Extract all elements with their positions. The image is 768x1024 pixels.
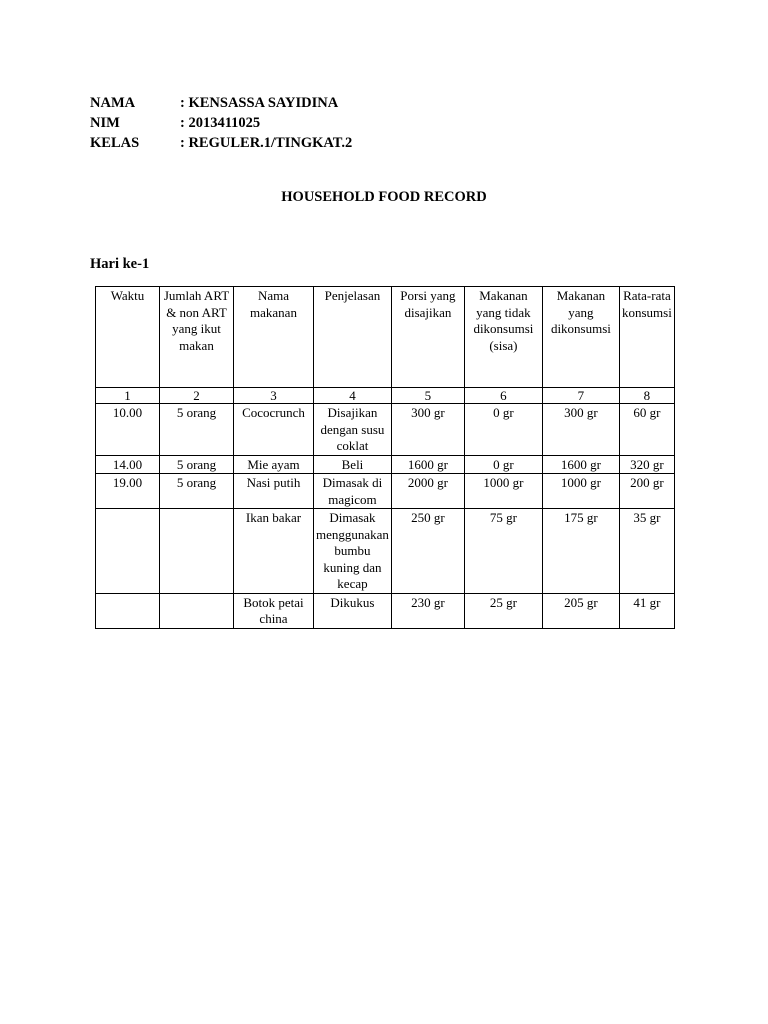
table-cell: 35 gr	[619, 509, 674, 594]
column-header: Jumlah ART & non ART yang ikut makan	[160, 287, 234, 388]
table-row	[96, 593, 675, 628]
table-cell	[96, 593, 160, 628]
table-cell: Dikukus	[314, 593, 392, 628]
table-cell: 19.00	[96, 474, 160, 509]
table-cell: 1600 gr	[391, 455, 464, 474]
column-header: Porsi yang disajikan	[391, 287, 464, 388]
table-cell: 5 orang	[160, 455, 234, 474]
table-cell: 41 gr	[619, 593, 674, 628]
food-record-table	[95, 286, 675, 629]
info-label: KELAS	[90, 135, 140, 151]
table-cell: 300 gr	[391, 404, 464, 456]
table-cell: 5 orang	[160, 404, 234, 456]
table-cell	[96, 509, 160, 594]
table-row	[96, 455, 675, 474]
table-cell	[160, 593, 234, 628]
column-number: 6	[464, 388, 542, 404]
column-number: 4	[314, 388, 392, 404]
column-number-row	[96, 388, 675, 404]
table-cell	[160, 509, 234, 594]
table-cell: 5 orang	[160, 474, 234, 509]
table-row	[96, 404, 675, 456]
table-cell: Cococrunch	[234, 404, 314, 456]
column-number: 7	[542, 388, 619, 404]
column-number: 1	[96, 388, 160, 404]
info-value: : KENSASSA SAYIDINA	[180, 95, 339, 111]
column-header: Penjelasan	[314, 287, 392, 388]
info-row-nama	[90, 93, 352, 113]
table-cell: Dimasak di magicom	[314, 474, 392, 509]
column-number: 5	[391, 388, 464, 404]
table-row	[96, 509, 675, 594]
info-row-nim	[90, 113, 352, 133]
info-value: : 2013411025	[180, 115, 261, 131]
column-number: 2	[160, 388, 234, 404]
table-cell: Dimasak menggunakan bumbu kuning dan kecap	[314, 509, 392, 594]
table-cell: 230 gr	[391, 593, 464, 628]
table-cell: 320 gr	[619, 455, 674, 474]
column-header: Rata-rata konsumsi	[619, 287, 674, 388]
info-value: : REGULER.1/TINGKAT.2	[180, 135, 353, 151]
table-cell: 2000 gr	[391, 474, 464, 509]
column-number: 3	[234, 388, 314, 404]
student-info	[90, 93, 352, 153]
table-cell: 25 gr	[464, 593, 542, 628]
table-cell: 0 gr	[464, 404, 542, 456]
table-cell: 1600 gr	[542, 455, 619, 474]
column-header: Makanan yang tidak dikonsumsi (sisa)	[464, 287, 542, 388]
table-cell: Beli	[314, 455, 392, 474]
table-row	[96, 474, 675, 509]
table-cell: Nasi putih	[234, 474, 314, 509]
column-header: Waktu	[96, 287, 160, 388]
document-title: HOUSEHOLD FOOD RECORD	[281, 189, 487, 205]
column-header: Makanan yang dikonsumsi	[542, 287, 619, 388]
table-cell: 175 gr	[542, 509, 619, 594]
info-label: NAMA	[90, 95, 136, 111]
table-cell: 0 gr	[464, 455, 542, 474]
info-label: NIM	[90, 115, 120, 131]
table-cell: 1000 gr	[464, 474, 542, 509]
table-cell: Mie ayam	[234, 455, 314, 474]
table-cell: 14.00	[96, 455, 160, 474]
table-cell: 205 gr	[542, 593, 619, 628]
table-cell: 10.00	[96, 404, 160, 456]
info-row-kelas	[90, 133, 352, 153]
column-header: Nama makanan	[234, 287, 314, 388]
table-cell: 1000 gr	[542, 474, 619, 509]
table-header-row	[96, 287, 675, 388]
table-cell: 300 gr	[542, 404, 619, 456]
table-cell: 200 gr	[619, 474, 674, 509]
table-cell: 250 gr	[391, 509, 464, 594]
column-number: 8	[619, 388, 674, 404]
table-cell: Disajikan dengan susu coklat	[314, 404, 392, 456]
table-cell: 75 gr	[464, 509, 542, 594]
table-cell: Botok petai china	[234, 593, 314, 628]
table-cell: Ikan bakar	[234, 509, 314, 594]
day-label: Hari ke-1	[90, 256, 150, 272]
table-cell: 60 gr	[619, 404, 674, 456]
